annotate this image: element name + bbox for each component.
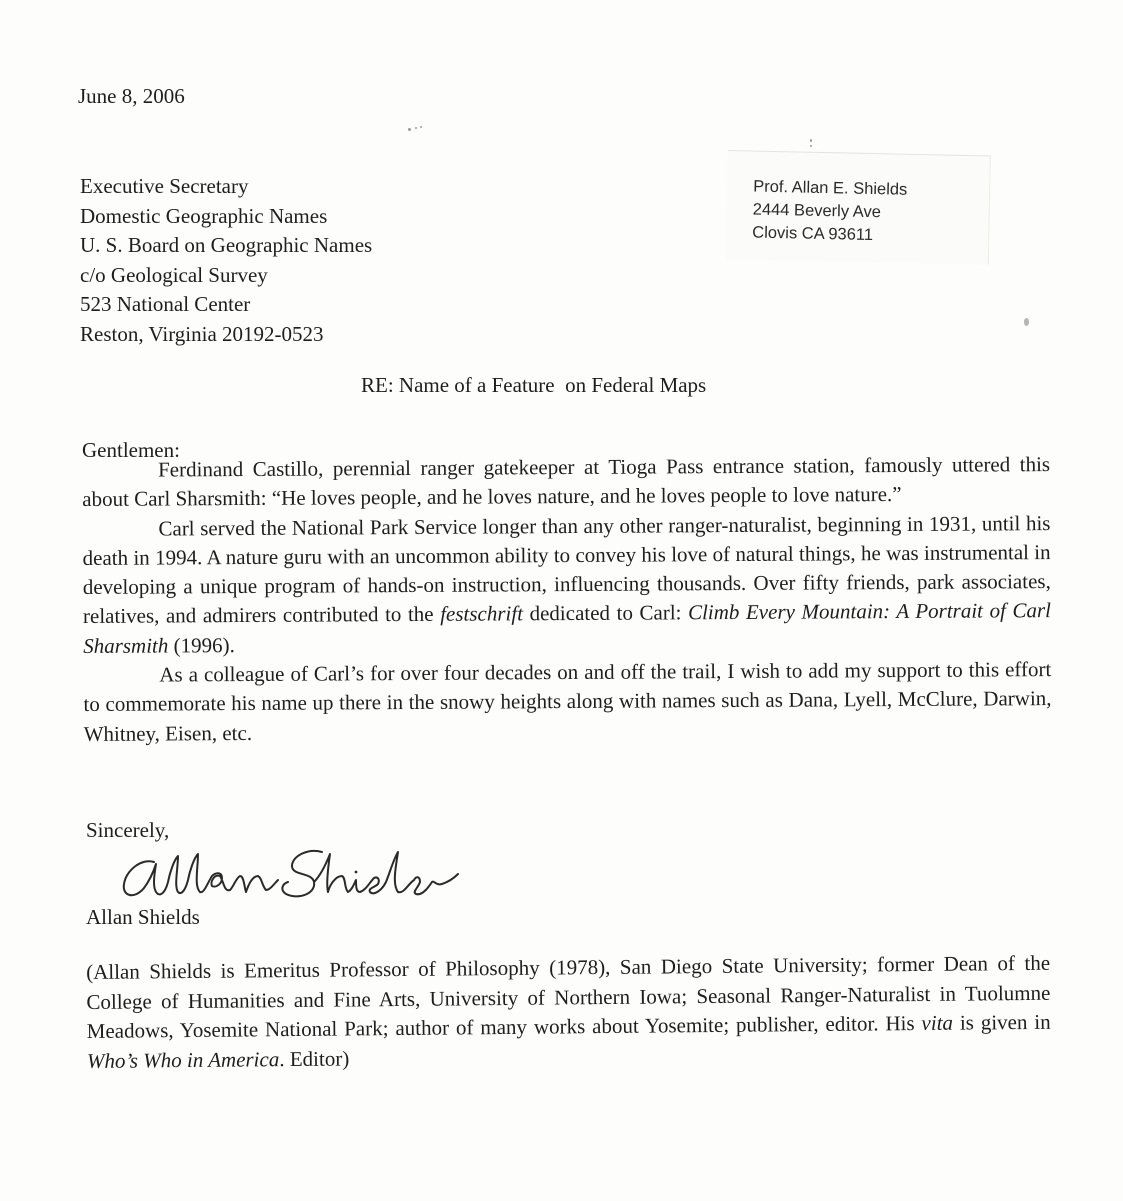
recipient-line: U. S. Board on Geographic Names — [80, 233, 373, 257]
author-bio — [86, 949, 1051, 1076]
recipient-line: Executive Secretary — [80, 174, 249, 198]
handwritten-signature — [116, 842, 466, 912]
recipient-address — [80, 172, 372, 349]
sender-line: Prof. Allan E. Shields — [753, 177, 908, 199]
scan-speck — [810, 145, 812, 147]
scan-speck — [408, 128, 411, 131]
scan-speck — [1024, 318, 1029, 326]
scan-speck — [415, 127, 417, 129]
recipient-line: Reston, Virginia 20192-0523 — [80, 321, 324, 346]
bio-text: . Editor) — [279, 1045, 350, 1071]
paragraph-support: As a colleague of Carl’s for over four decades on and off the trail, I wish to add my support to this effort to commemorate his name up there in the snowy heights along with names such as Dana, Lyell, McClure, Darwin, Whitney, Eisen, etc. — [83, 657, 1052, 746]
recipient-line: 523 National Center — [80, 292, 251, 316]
vita-term: vita — [921, 1010, 954, 1035]
scan-speck — [420, 126, 422, 128]
subject-line: RE: Name of a Feature on Federal Maps — [361, 373, 707, 397]
letter-body — [82, 450, 1052, 749]
letter-date: June 8, 2006 — [78, 84, 185, 108]
paragraph-carl-service — [82, 509, 1051, 661]
paragraph-text: Carl served the National Park Service longer than any other ranger-naturalist, beginning in 1931, until his death in 1994. A nature guru with an uncommon ability to convey his love of natural things, he was instrumental in developing a unique program of hands-on instruction, influencing thousands. Over fifty friends, park associates, relatives, and admirers contributed to the — [82, 510, 1051, 629]
recipient-line: Domestic Geographic Names — [80, 203, 328, 228]
whos-who-title: Who’s Who in America — [86, 1046, 280, 1073]
bio-text: (Allan Shields is Emeritus Professor of Philosophy (1978), San Diego State University; former Dean of the College of Humanities and Fine Arts, University of Northern Iowa; Seasonal Ranger-Naturalist in Tuolumne Meadows, Yosemite National Park; author of many works about Yosemite; publisher, editor. His — [86, 950, 1051, 1043]
sender-address-lines — [752, 176, 908, 248]
sender-address-label — [726, 150, 991, 264]
bio-text: is given in — [952, 1009, 1051, 1035]
sender-line: 2444 Beverly Ave — [752, 200, 882, 222]
paragraph-quote: Ferdinand Castillo, perennial ranger gatekeeper at Tioga Pass entrance station, famously uttered this about Carl Sharsmith: “He loves people, and he loves nature, and he loves people to love nature.” — [82, 452, 1051, 512]
festschrift-term: festschrift — [440, 601, 524, 627]
closing: Sincerely, — [86, 818, 170, 842]
book-title: Climb Every Mountain: A Portrait of Carl Sharsmith — [83, 598, 1052, 658]
scan-speck — [810, 139, 812, 142]
recipient-line: c/o Geological Survey — [80, 262, 268, 287]
sender-line: Clovis CA 93611 — [752, 223, 874, 245]
signer-name: Allan Shields — [86, 905, 200, 929]
salutation: Gentlemen: — [82, 438, 180, 462]
paragraph-text: dedicated to Carl: — [522, 600, 689, 626]
paragraph-text: (1996). — [168, 632, 235, 658]
